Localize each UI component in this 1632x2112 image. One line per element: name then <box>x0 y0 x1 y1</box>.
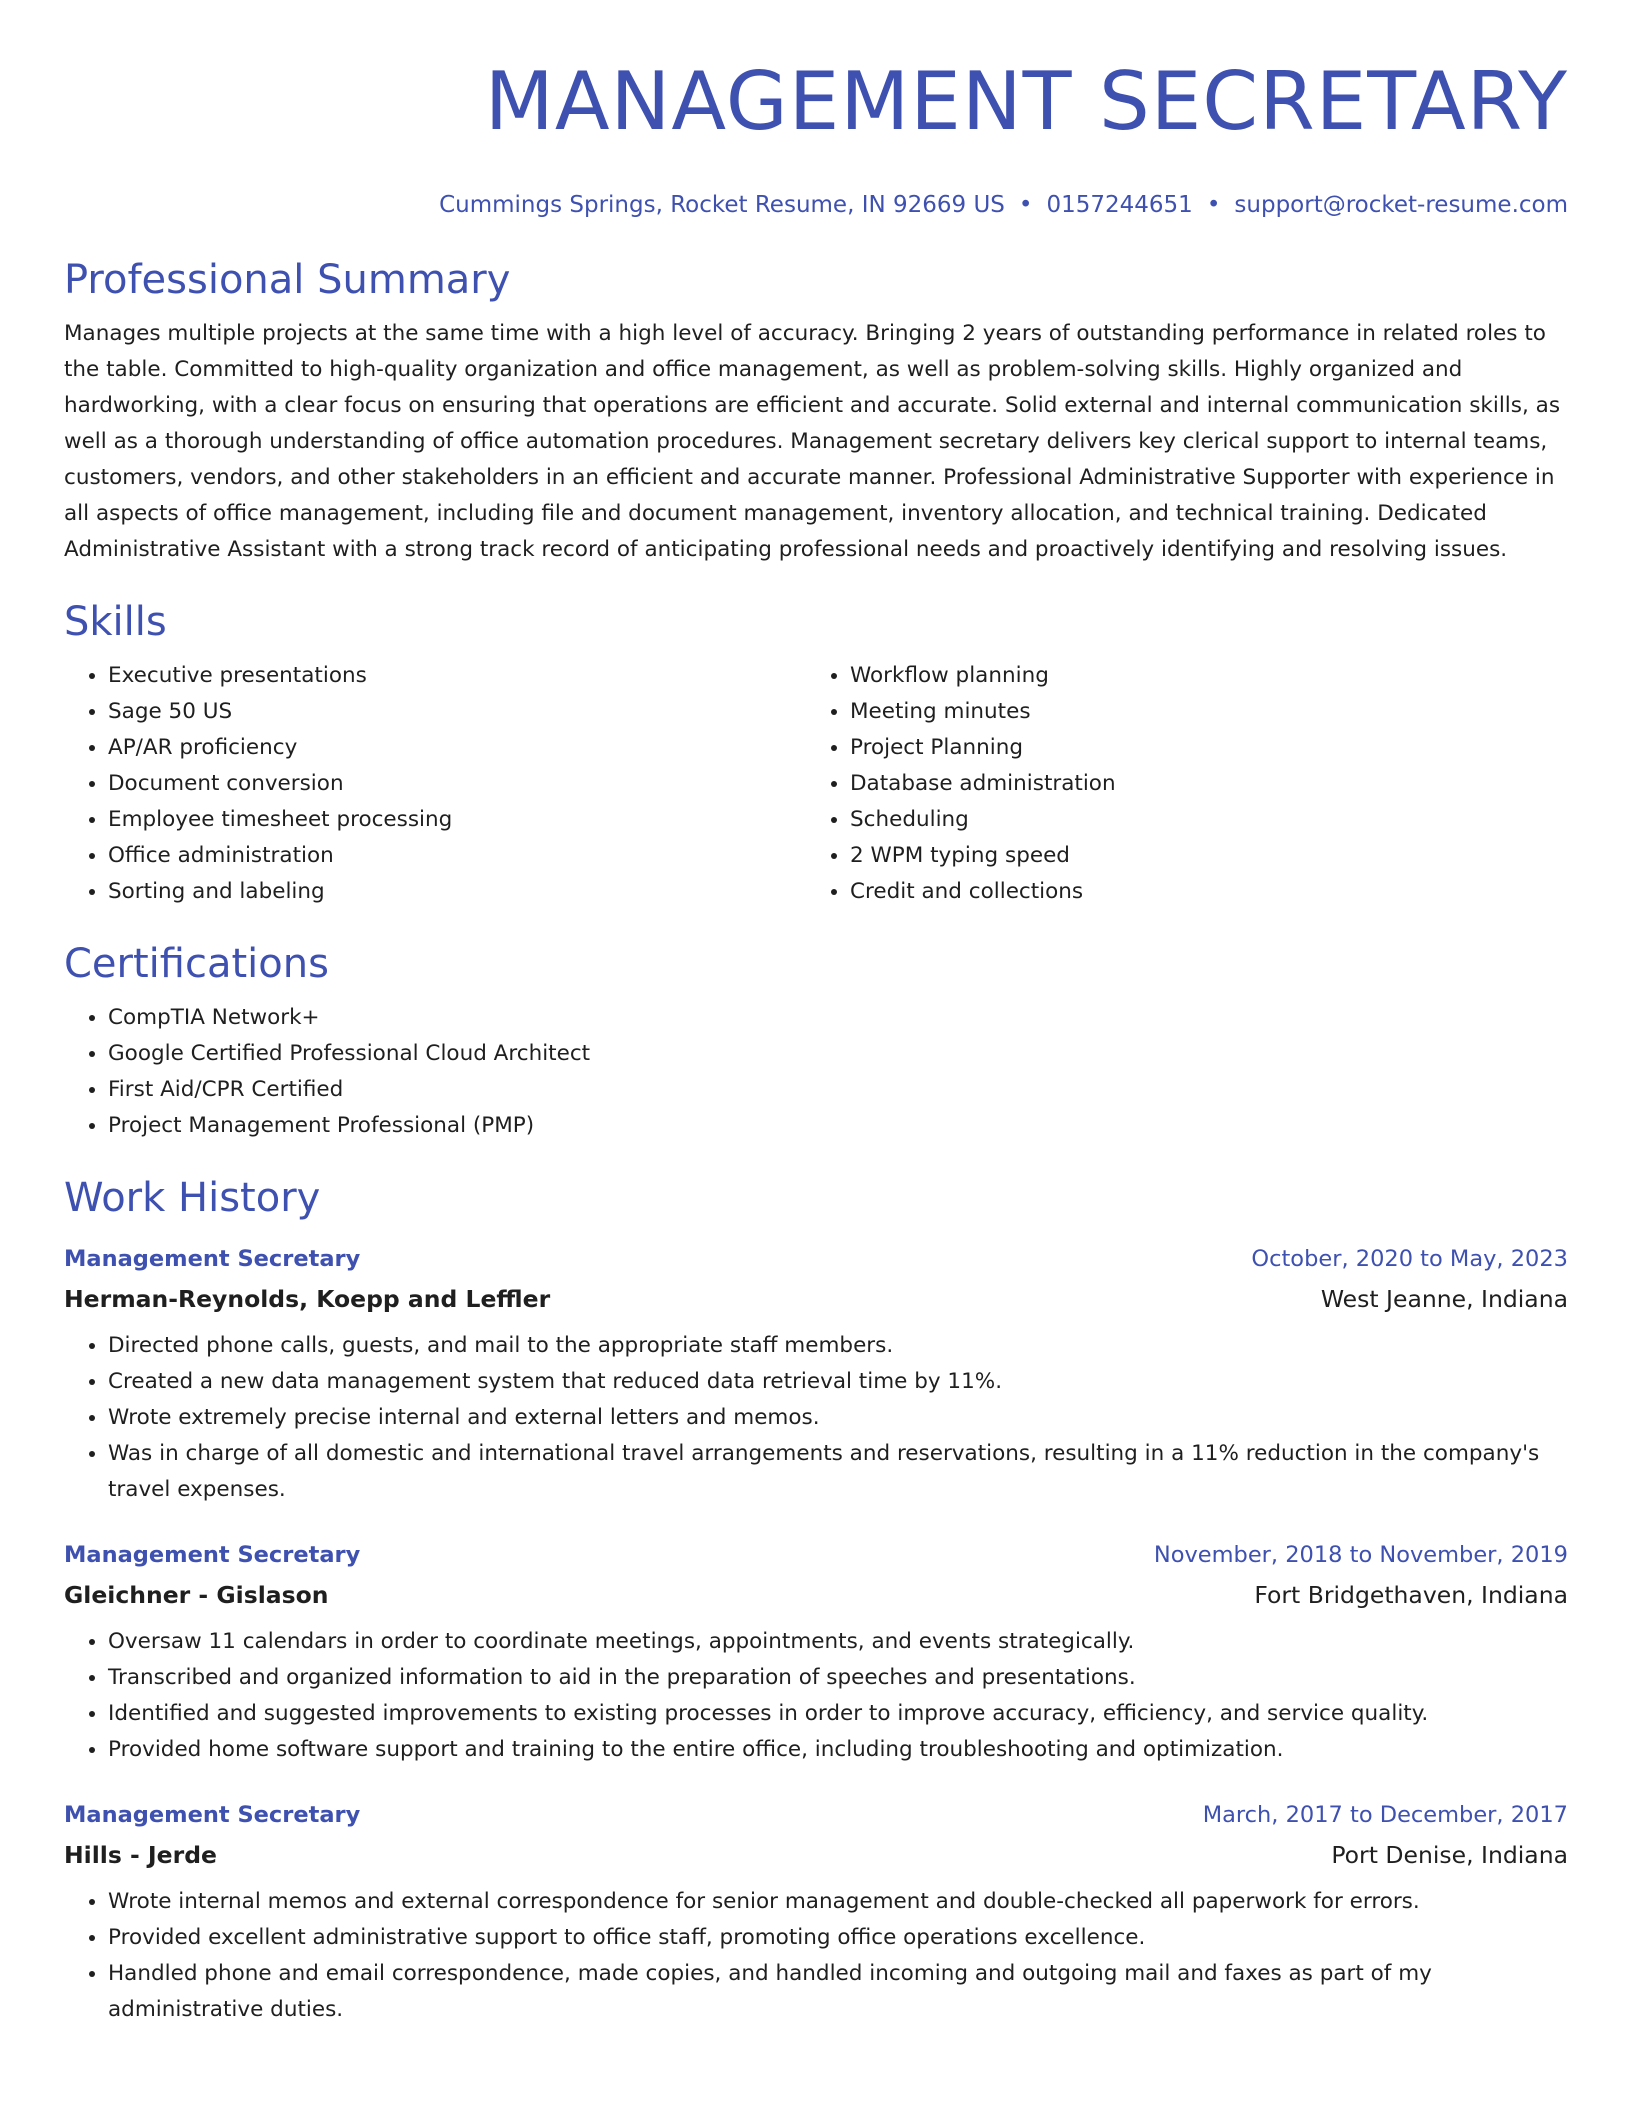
skill-item: • Executive presentations <box>108 658 806 694</box>
job-bullet: • Transcribed and organized information to aid in the preparation of speeches and presentations. <box>108 1660 1568 1696</box>
job-bullet: • Oversaw 11 calendars in order to coordinate meetings, appointments, and events strategically. <box>108 1624 1568 1660</box>
job-location: West Jeanne, Indiana <box>1320 1285 1568 1313</box>
contact-address: Cummings Springs, Rocket Resume, IN 92669 US <box>439 192 1005 218</box>
certification-item: • Project Management Professional (PMP) <box>108 1108 1568 1144</box>
skills-heading: Skills <box>64 599 167 645</box>
job-company: Gleichner - Gislason <box>64 1581 329 1609</box>
contact-separator: • <box>1206 192 1221 218</box>
certification-item: • First Aid/CPR Certified <box>108 1072 1568 1108</box>
certifications-heading: Certifications <box>64 941 329 987</box>
job-bullet: • Provided excellent administrative support to office staff, promoting office operations excellence. <box>108 1920 1568 1956</box>
job-bullets <box>64 1624 1568 1768</box>
summary-text: Manages multiple projects at the same time with a high level of accuracy. Bringing 2 years of outstanding performance in related roles to the table. Committed to high-quality organization and office management, as well as problem-solving skills. Highly organized and hardworking, with a clear focus on ensuring that operations are efficient and accurate. Solid external and internal communication skills, as well as a thorough understanding of office automation procedures. Management secretary delivers key clerical support to internal teams, customers, vendors, and other stakeholders in an efficient and accurate manner. Professional Administrative Supporter with experience in all aspects of office management, including file and document management, inventory allocation, and technical training. Dedicated Administrative Assistant with a strong track record of anticipating professional needs and proactively identifying and resolving issues. <box>64 321 1561 562</box>
job-title: Management Secretary <box>64 1542 361 1568</box>
job-location: Fort Bridgethaven, Indiana <box>1254 1581 1568 1609</box>
job-dates: November, 2018 to November, 2019 <box>1153 1542 1568 1568</box>
job-entry <box>64 1244 1568 1508</box>
skill-item: • Database administration <box>850 766 1548 802</box>
job-company: Herman-Reynolds, Koepp and Leffler <box>64 1285 551 1313</box>
job-bullet: • Created a new data management system that reduced data retrieval time by 11%. <box>108 1364 1568 1400</box>
job-bullet: • Was in charge of all domestic and international travel arrangements and reservations, resulting in a 11% reduction in the company's travel expenses. <box>108 1436 1568 1508</box>
skill-item: • Workflow planning <box>850 658 1548 694</box>
certification-item: • Google Certified Professional Cloud Architect <box>108 1036 1568 1072</box>
skill-item: • Project Planning <box>850 730 1548 766</box>
skill-item: • Document conversion <box>108 766 806 802</box>
contact-email: support@rocket-resume.com <box>1234 192 1568 218</box>
job-dates: October, 2020 to May, 2023 <box>1251 1246 1568 1272</box>
skill-item: • AP/AR proficiency <box>108 730 806 766</box>
contact-line <box>64 190 1568 220</box>
certification-item: • CompTIA Network+ <box>108 1000 1568 1036</box>
job-bullet: • Identified and suggested improvements to existing processes in order to improve accuracy, efficiency, and service quality. <box>108 1696 1568 1732</box>
skills-grid <box>64 658 1568 910</box>
job-title: Management Secretary <box>64 1802 361 1828</box>
job-entry <box>64 1540 1568 1768</box>
job-bullets <box>64 1884 1568 2028</box>
skill-item: • Employee timesheet processing <box>108 802 806 838</box>
job-bullet: • Wrote internal memos and external correspondence for senior management and double-checked all paperwork for errors. <box>108 1884 1568 1920</box>
summary-heading: Professional Summary <box>64 257 511 303</box>
skills-column-right <box>806 658 1548 910</box>
contact-separator: • <box>1018 192 1033 218</box>
skills-column-left <box>64 658 806 910</box>
job-dates: March, 2017 to December, 2017 <box>1202 1802 1568 1828</box>
resume-name: MANAGEMENT SECRETARY <box>484 55 1568 148</box>
job-bullet: • Provided home software support and training to the entire office, including troubleshooting and optimization. <box>108 1732 1568 1768</box>
work-history-heading: Work History <box>64 1175 321 1221</box>
certifications-list <box>64 1000 1568 1144</box>
job-company: Hills - Jerde <box>64 1841 217 1869</box>
skill-item: • Sorting and labeling <box>108 874 806 910</box>
job-bullet: • Handled phone and email correspondence, made copies, and handled incoming and outgoing mail and faxes as part of my administrative duties. <box>108 1956 1568 2028</box>
job-location: Port Denise, Indiana <box>1331 1841 1568 1869</box>
resume-page <box>64 0 1568 2028</box>
skill-item: • Office administration <box>108 838 806 874</box>
job-bullet: • Wrote extremely precise internal and external letters and memos. <box>108 1400 1568 1436</box>
skill-item: • Credit and collections <box>850 874 1548 910</box>
job-bullet: • Directed phone calls, guests, and mail to the appropriate staff members. <box>108 1328 1568 1364</box>
contact-phone: 0157244651 <box>1046 192 1193 218</box>
job-title: Management Secretary <box>64 1246 361 1272</box>
skill-item: • 2 WPM typing speed <box>850 838 1548 874</box>
skill-item: • Scheduling <box>850 802 1548 838</box>
job-bullets <box>64 1328 1568 1508</box>
skill-item: • Meeting minutes <box>850 694 1548 730</box>
skill-item: • Sage 50 US <box>108 694 806 730</box>
job-entry <box>64 1800 1568 2028</box>
